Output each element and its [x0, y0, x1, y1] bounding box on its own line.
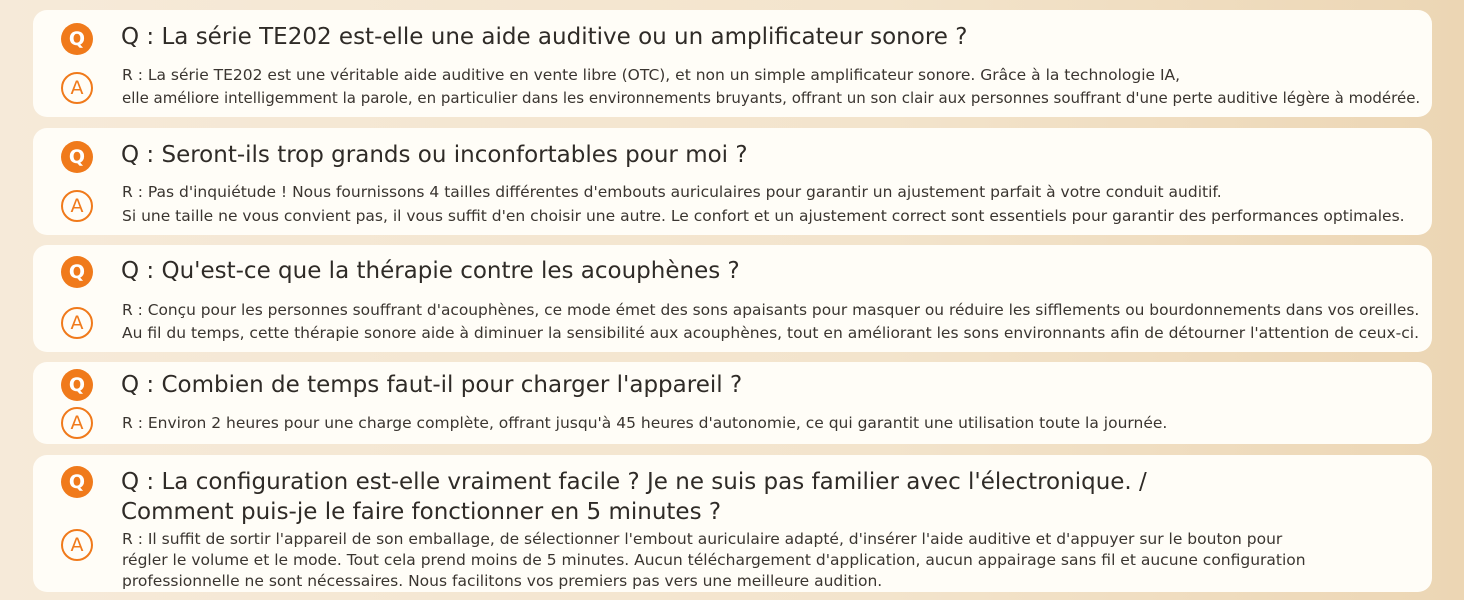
question-text: Q : Qu'est-ce que la thérapie contre les acouphènes ? [121, 258, 740, 284]
answer-line: R : Environ 2 heures pour une charge complète, offrant jusqu'à 45 heures d'autonomie, ce qui garantit une utilisation toute la journée. [122, 414, 1168, 432]
answer-line: R : Il suffit de sortir l'appareil de son emballage, de sélectionner l'embout auriculaire adapté, d'insérer l'aide auditive et d'appuyer sur le bouton pour [122, 530, 1283, 548]
question-badge: Q [61, 369, 93, 401]
faq-card [33, 245, 1432, 352]
question-badge: Q [61, 23, 93, 55]
question-badge: Q [61, 141, 93, 173]
faq-card [33, 128, 1432, 235]
question-text: Comment puis-je le faire fonctionner en 5 minutes ? [121, 499, 722, 525]
answer-badge: A [61, 307, 93, 339]
faq-card [33, 10, 1432, 117]
answer-badge: A [61, 72, 93, 104]
answer-line: régler le volume et le mode. Tout cela prend moins de 5 minutes. Aucun téléchargement d'application, aucun appairage sans fil et aucune configuration [122, 551, 1306, 569]
question-text: Q : Seront-ils trop grands ou inconfortables pour moi ? [121, 142, 748, 168]
question-badge: Q [61, 466, 93, 498]
question-text: Q : La configuration est-elle vraiment facile ? Je ne suis pas familier avec l'électronique. / [121, 469, 1147, 495]
question-text: Q : La série TE202 est-elle une aide auditive ou un amplificateur sonore ? [121, 24, 968, 50]
answer-line: R : Pas d'inquiétude ! Nous fournissons 4 tailles différentes d'embouts auriculaires pour garantir un ajustement parfait à votre conduit auditif. [122, 183, 1222, 201]
answer-badge: A [61, 190, 93, 222]
answer-badge: A [61, 529, 93, 561]
faq-card [33, 455, 1432, 592]
answer-line: R : Conçu pour les personnes souffrant d'acouphènes, ce mode émet des sons apaisants pour masquer ou réduire les sifflements ou bourdonnements dans vos oreilles. [122, 301, 1420, 319]
question-badge: Q [61, 256, 93, 288]
question-text: Q : Combien de temps faut-il pour charger l'appareil ? [121, 372, 743, 398]
answer-line: R : La série TE202 est une véritable aide auditive en vente libre (OTC), et non un simple amplificateur sonore. Grâce à la technologie IA, [122, 66, 1181, 84]
answer-line: Si une taille ne vous convient pas, il vous suffit d'en choisir une autre. Le confort et un ajustement correct sont essentiels pour garantir des performances optimales. [122, 207, 1405, 225]
answer-line: professionnelle ne sont nécessaires. Nous facilitons vos premiers pas vers une meilleure audition. [122, 572, 883, 590]
answer-line: elle améliore intelligemment la parole, en particulier dans les environnements bruyants, offrant un son clair aux personnes souffrant d'une perte auditive légère à modérée. [122, 89, 1421, 107]
answer-line: Au fil du temps, cette thérapie sonore aide à diminuer la sensibilité aux acouphènes, tout en améliorant les sons environnants afin de détourner l'attention de ceux-ci. [122, 324, 1419, 342]
answer-badge: A [61, 407, 93, 439]
faq-card [33, 362, 1432, 444]
